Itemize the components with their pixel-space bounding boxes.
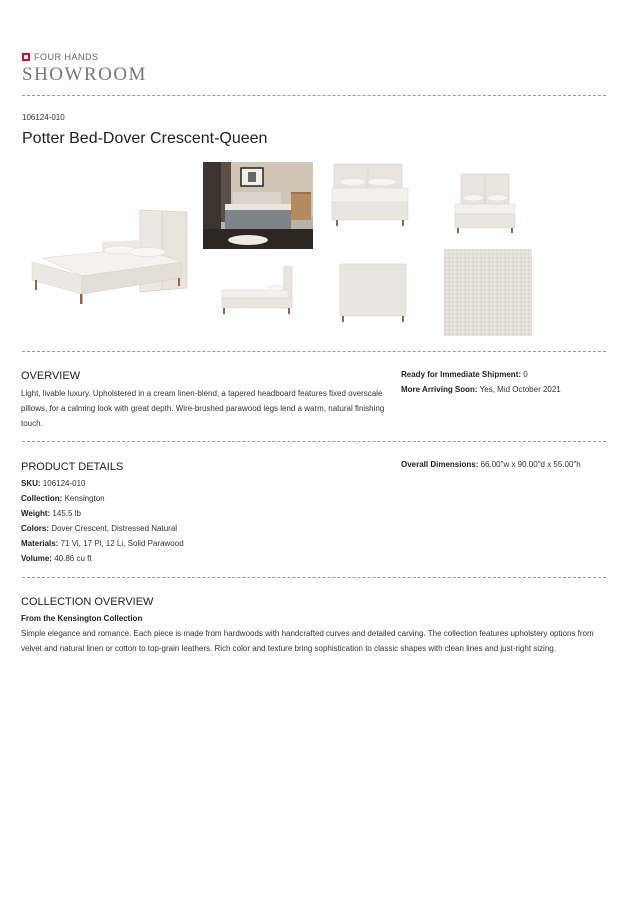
detail-sku: SKU: 106124-010 bbox=[21, 479, 86, 488]
detail-dimensions: Overall Dimensions: 66.00"w x 90.00"d x 55.00"h bbox=[401, 460, 581, 469]
availability bbox=[401, 367, 561, 397]
brand-name: SHOWROOM bbox=[22, 64, 147, 85]
bed-photo-back bbox=[336, 262, 410, 324]
collection-subheading: From the Kensington Collection bbox=[21, 614, 143, 623]
brand-logo bbox=[22, 52, 147, 86]
divider bbox=[22, 95, 606, 96]
divider bbox=[22, 577, 606, 578]
detail-materials: Materials: 71 Vi, 17 Pl, 12 Li, Solid Parawood bbox=[21, 539, 184, 548]
details-heading: PRODUCT DETAILS bbox=[21, 461, 124, 473]
details-list bbox=[21, 476, 184, 566]
bed-photo-angle bbox=[328, 162, 410, 230]
shipment-status: Ready for Immediate Shipment: 0 bbox=[401, 370, 528, 379]
divider bbox=[22, 351, 606, 352]
bed-photo-room bbox=[203, 162, 313, 249]
product-sku: 106124-010 bbox=[22, 113, 65, 122]
arriving-status: More Arriving Soon: Yes, Mid October 2021 bbox=[401, 385, 561, 394]
page-title: Potter Bed-Dover Crescent-Queen bbox=[22, 130, 268, 147]
divider bbox=[22, 441, 606, 442]
bed-photo-side bbox=[218, 264, 298, 316]
bed-photo-front bbox=[451, 170, 519, 236]
overview-text: Light, livable luxury. Upholstered in a cream linen-blend, a tapered headboard features fixed overscale pillows, for a calming look with great depth. Wire-brushed parawood legs lend a warm, natural finishing touch. bbox=[21, 389, 385, 428]
collection-heading: COLLECTION OVERVIEW bbox=[21, 596, 154, 608]
overview-heading: OVERVIEW bbox=[21, 370, 81, 382]
detail-collection: Collection: Kensington bbox=[21, 494, 105, 503]
fabric-swatch bbox=[444, 249, 532, 336]
detail-colors: Colors: Dover Crescent, Distressed Natural bbox=[21, 524, 178, 533]
detail-volume: Volume: 40.86 cu ft bbox=[21, 554, 92, 563]
collection-text: Simple elegance and romance. Each piece is made from hardwoods with handcrafted curves and detailed carving. The collection features upholstery options from velvet and natural linen or cotton to top-grain leathers. Rich color and texture bring sophistication to classic shapes with clean lines and just-right sizing. bbox=[21, 629, 594, 653]
brand-company: FOUR HANDS bbox=[34, 52, 99, 62]
bed-photo-main bbox=[22, 200, 192, 305]
detail-weight: Weight: 145.5 lb bbox=[21, 509, 81, 518]
brand-mark-icon bbox=[22, 53, 30, 61]
